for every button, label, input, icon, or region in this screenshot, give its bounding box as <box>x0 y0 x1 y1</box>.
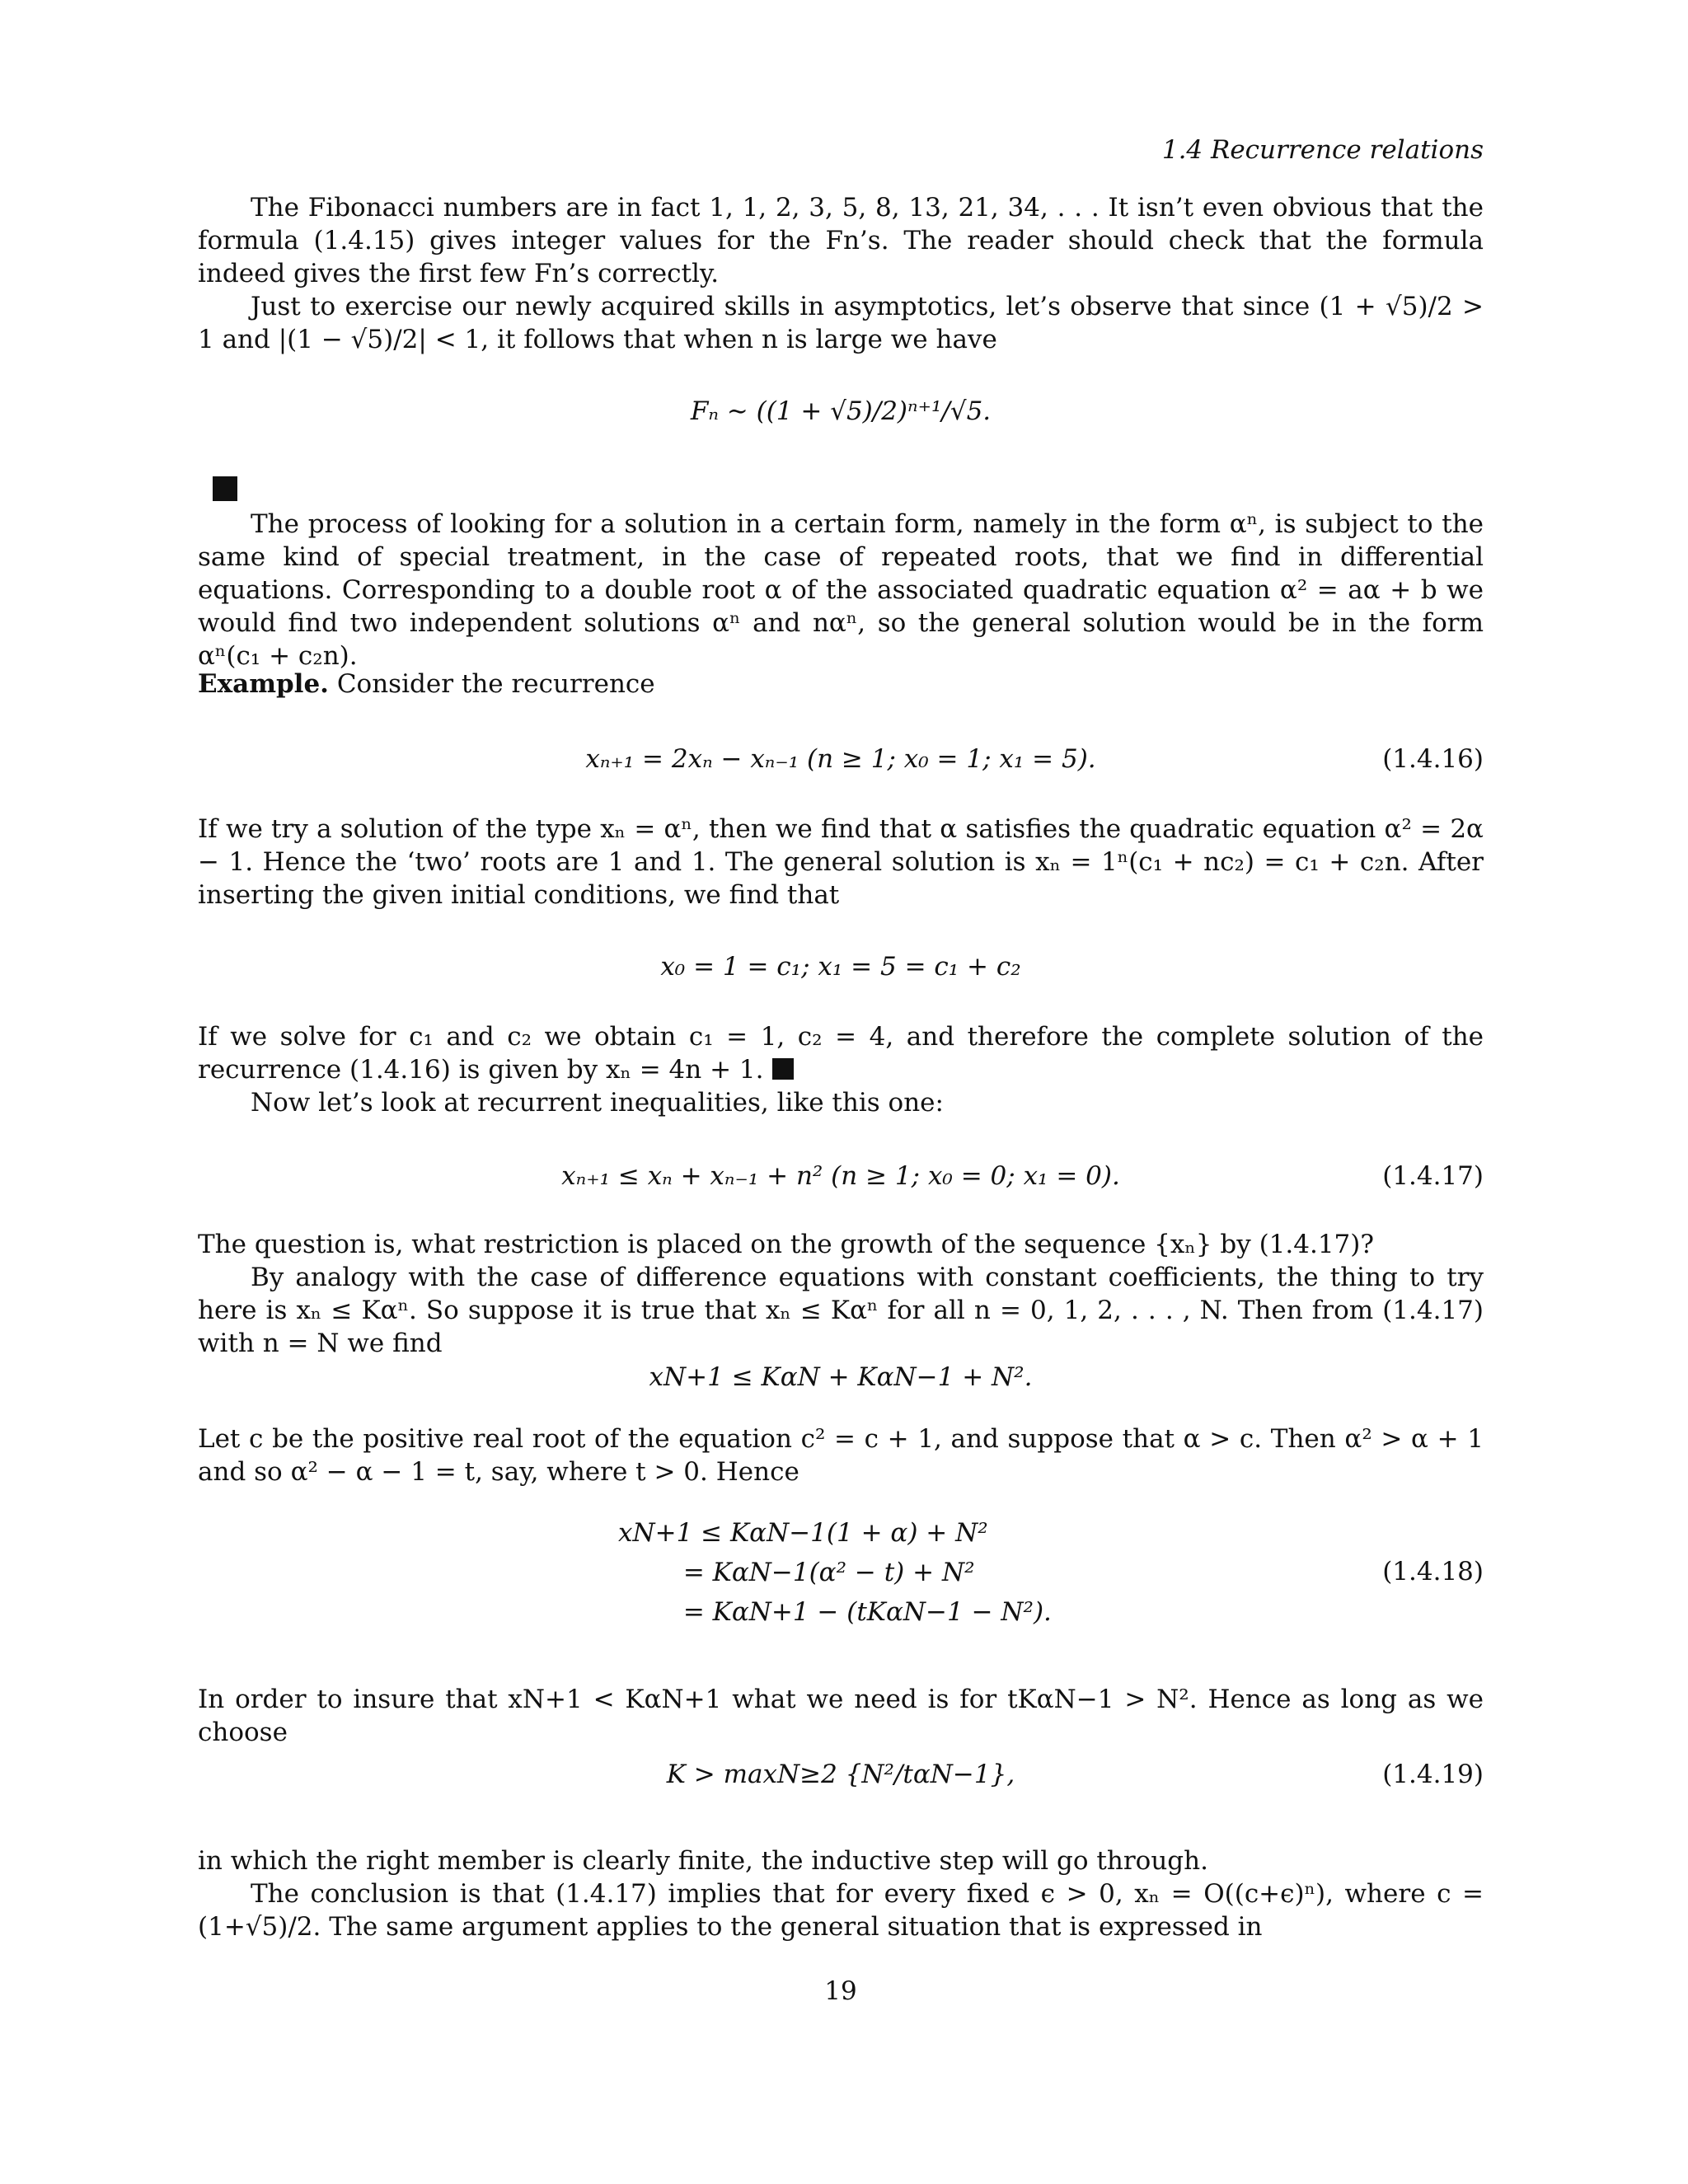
page <box>198 0 1484 2184</box>
example-text: Consider the recurrence <box>336 669 655 699</box>
equation-inductive-step <box>198 1358 1484 1396</box>
equation-fib-asymptotic <box>198 392 1484 430</box>
equation-initial-conditions <box>198 948 1484 986</box>
paragraph-solution <box>198 1020 1484 1086</box>
equation-1-4-18-line-2: = KαN−1(α² − t) + N² <box>618 1558 975 1587</box>
equation-1-4-16 <box>198 740 1484 778</box>
equation-number-1-4-16: (1.4.16) <box>1382 744 1484 774</box>
page-number: 19 <box>824 1976 857 2006</box>
equation-1-4-19 <box>198 1755 1484 1793</box>
paragraph-insure: In order to insure that xN+1 < KαN+1 what we need is for tKαN−1 > N². Hence as long as we choose <box>198 1685 1484 1747</box>
equation-1-4-18-line-1: xN+1 ≤ KαN−1(1 + α) + N² <box>618 1518 988 1548</box>
qed-square <box>213 476 237 501</box>
paragraph-question: The question is, what restriction is placed on the growth of the sequence {xₙ} by (1.4.17)? <box>198 1230 1374 1259</box>
qed-square-inline <box>772 1058 794 1080</box>
equation-inductive-step-text: xN+1 ≤ KαN + KαN−1 + N². <box>649 1362 1033 1392</box>
paragraph-example <box>198 668 1484 701</box>
equation-number-1-4-18: (1.4.18) <box>1382 1557 1484 1586</box>
equation-1-4-19-text: K > maxN≥2 {N²/tαN−1}, <box>666 1760 1015 1789</box>
solution-text: If we solve for c₁ and c₂ we obtain c₁ = 1, c₂ = 4, and therefore the complete solution of the recurrence (1.4.16) is given by xₙ = 4n + 1. <box>198 1022 1484 1085</box>
running-head: 1.4 Recurrence relations <box>1161 135 1484 165</box>
paragraph-asymptotics: Just to exercise our newly acquired skills in asymptotics, let’s observe that since (1 + √5)/2 > 1 and |(1 − √5)/2| < 1, it follows that when n is large we have <box>198 292 1484 354</box>
equation-fib-asymptotic-text: Fₙ ∼ ((1 + √5)/2)ⁿ⁺¹/√5. <box>690 396 992 426</box>
equation-1-4-17-text: xₙ₊₁ ≤ xₙ + xₙ₋₁ + n² (n ≥ 1; x₀ = 0; x₁ = 0). <box>561 1161 1120 1191</box>
paragraph-trial-solution: If we try a solution of the type xₙ = αⁿ, then we find that α satisfies the quadratic equation α² = 2α − 1. Hence the ‘two’ roots are 1 and 1. The general solution is xₙ = 1ⁿ(c₁ + nc₂) = c₁ + c₂n. After inserting the given initial conditions, we find that <box>198 814 1484 910</box>
equation-initial-conditions-text: x₀ = 1 = c₁; x₁ = 5 = c₁ + c₂ <box>660 952 1021 982</box>
paragraph-root-c: Let c be the positive real root of the equation c² = c + 1, and suppose that α > c. Then α² > α + 1 and so α² − α − 1 = t, say, where t > 0. Hence <box>198 1424 1484 1487</box>
paragraph-analogy: By analogy with the case of difference equations with constant coefficients, the thing to try here is xₙ ≤ Kαⁿ. So suppose it is true that xₙ ≤ Kαⁿ for all n = 0, 1, 2, . . . , N. Then from (1.4.17) with n = N we find <box>198 1263 1484 1358</box>
paragraph-conclusion: The conclusion is that (1.4.17) implies that for every fixed ϵ > 0, xₙ = O((c+ϵ)ⁿ), where c = (1+√5)/2. The same argument applies to the general situation that is expressed in <box>198 1879 1484 1942</box>
paragraph-right-member: in which the right member is clearly finite, the inductive step will go through. <box>198 1846 1208 1876</box>
equation-1-4-17 <box>198 1157 1484 1195</box>
paragraph-repeated-roots: The process of looking for a solution in a certain form, namely in the form αⁿ, is subject to the same kind of special treatment, in the case of repeated roots, that we find in differential equations. Corresponding to a double root α of the associated quadratic equation α² = aα + b we would find two independent solutions αⁿ and nαⁿ, so the general solution would be in the form αⁿ(c₁ + c₂n). <box>198 509 1484 671</box>
paragraph-fibonacci: The Fibonacci numbers are in fact 1, 1, 2, 3, 5, 8, 13, 21, 34, . . . It isn’t even obvious that the formula (1.4.15) gives integer values for the Fn’s. The reader should check that the formula indeed gives the first few Fn’s correctly. <box>198 193 1484 288</box>
equation-number-1-4-17: (1.4.17) <box>1382 1161 1484 1191</box>
equation-1-4-16-text: xₙ₊₁ = 2xₙ − xₙ₋₁ (n ≥ 1; x₀ = 1; x₁ = 5). <box>585 744 1096 774</box>
paragraph-inequalities: Now let’s look at recurrent inequalities, like this one: <box>251 1088 944 1118</box>
equation-number-1-4-19: (1.4.19) <box>1382 1760 1484 1789</box>
equation-1-4-18 <box>618 1513 1278 1632</box>
equation-1-4-18-line-3: = KαN+1 − (tKαN−1 − N²). <box>618 1597 1052 1627</box>
example-label: Example. <box>198 669 329 699</box>
